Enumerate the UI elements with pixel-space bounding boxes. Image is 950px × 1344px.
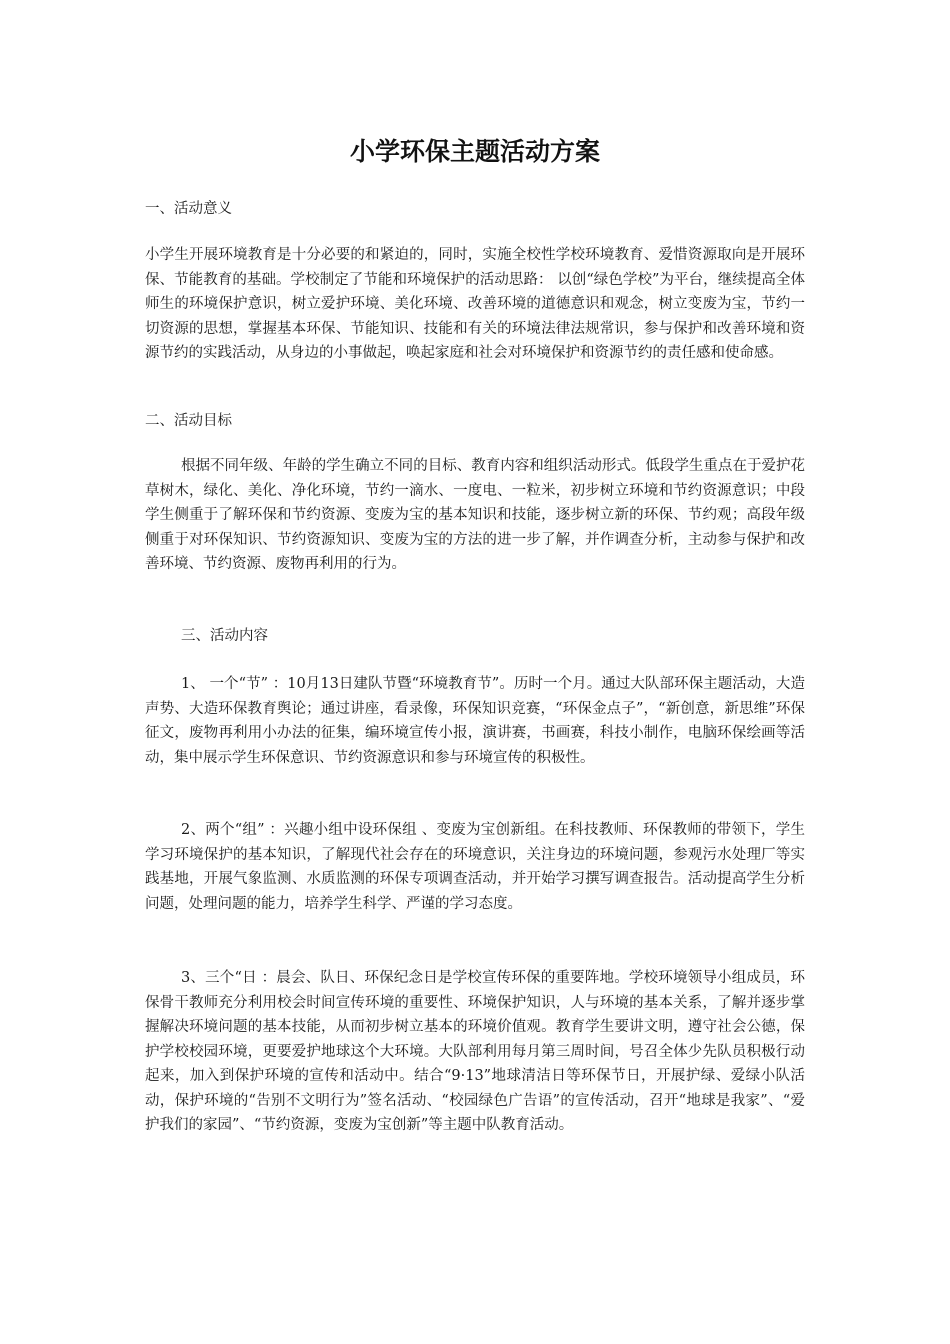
paragraph-content-days: 3、三个“日 ：晨会、队日、环保纪念日是学校宣传环保的重要阵地。学校环境领导小组成员，环保骨干教师充分利用校会时间宣传环境的重要性、环境保护知识，人与环境的基本关系，了解并逐步掌握解决环境问题的基本技能，从而初步树立基本的环境价值观。教育学生要讲文明，遵守社会公德，保护学校校园环境，更要爱护地球这个大环境。大队部利用每月第三周时间，号召全体少先队员积极行动起来，加入到保护环境的宣传和活动中。结合“9·13”地球清洁日等环保节日，开展护绿、爱绿小队活动，保护环境的“告别不文明行为”签名活动、“校园绿色广告语”的宣传活动，召开“地球是我家”、“爱护我们的家园”、“节约资源，变废为宝创新”等主题中队教育活动。	[145, 970, 805, 1133]
paragraph-content-festival: 1、 一个“节” ：10月13日建队节暨“环境教育节”。历时一个月。通过大队部环保主题活动，大造声势、大造环保教育舆论；通过讲座，看录像，环保知识竞赛，“环保金点子”，“新创意，新思维”环保征文，废物再利用小办法的征集，编环境宣传小报，演讲赛，书画赛，科技小制作，电脑环保绘画等活动，集中展示学生环保意识、节约资源意识和参与环境宣传的积极性。	[145, 676, 805, 766]
paragraph-goals: 根据不同年级、年龄的学生确立不同的目标、教育内容和组织活动形式。低段学生重点在于爱护花草树木，绿化、美化、净化环境，节约一滴水、一度电、一粒米，初步树立环境和节约资源意识；中段学生侧重于了解环保和节约资源、变废为宝的基本知识和技能，逐步树立新的环保、节约观；高段年级侧重于对环保知识、节约资源知识、变废为宝的方法的进一步了解，并作调查分析，主动参与保护和改善环境、节约资源、废物再利用的行为。	[145, 458, 805, 572]
section-heading-content: 三、活动内容	[181, 628, 268, 644]
paragraph-meaning: 小学生开展环境教育是十分必要的和紧迫的，同时，实施全校性学校环境教育、爱惜资源取向是开展环保、节能教育的基础。学校制定了节能和环境保护的活动思路： 以创“绿色学校”为平台，继续提高全体师生的环境保护意识，树立爱护环境、美化环境、改善环境的道德意识和观念，树立变废为宝，节约一切资源的思想，掌握基本环保、节能知识、技能和有关的环境法律法规常识，参与保护和改善环境和资源节约的实践活动，从身边的小事做起，唤起家庭和社会对环境保护和资源节约的责任感和使命感。	[145, 247, 805, 361]
section-heading-goals: 二、活动目标	[145, 413, 232, 429]
section-heading-meaning: 一、活动意义	[145, 201, 232, 217]
document-title: 小学环保主题活动方案	[349, 137, 600, 166]
paragraph-content-groups: 2、两个“组” ：兴趣小组中设环保组 、变废为宝创新组。在科技教师、环保教师的带领下，学生学习环境保护的基本知识，了解现代社会存在的环境意识，关注身边的环境问题，参观污水处理厂等实践基地，开展气象监测、水质监测的环保专项调查活动，并开始学习撰写调查报告。活动提高学生分析问题，处理问题的能力，培养学生科学、严谨的学习态度。	[145, 822, 805, 912]
